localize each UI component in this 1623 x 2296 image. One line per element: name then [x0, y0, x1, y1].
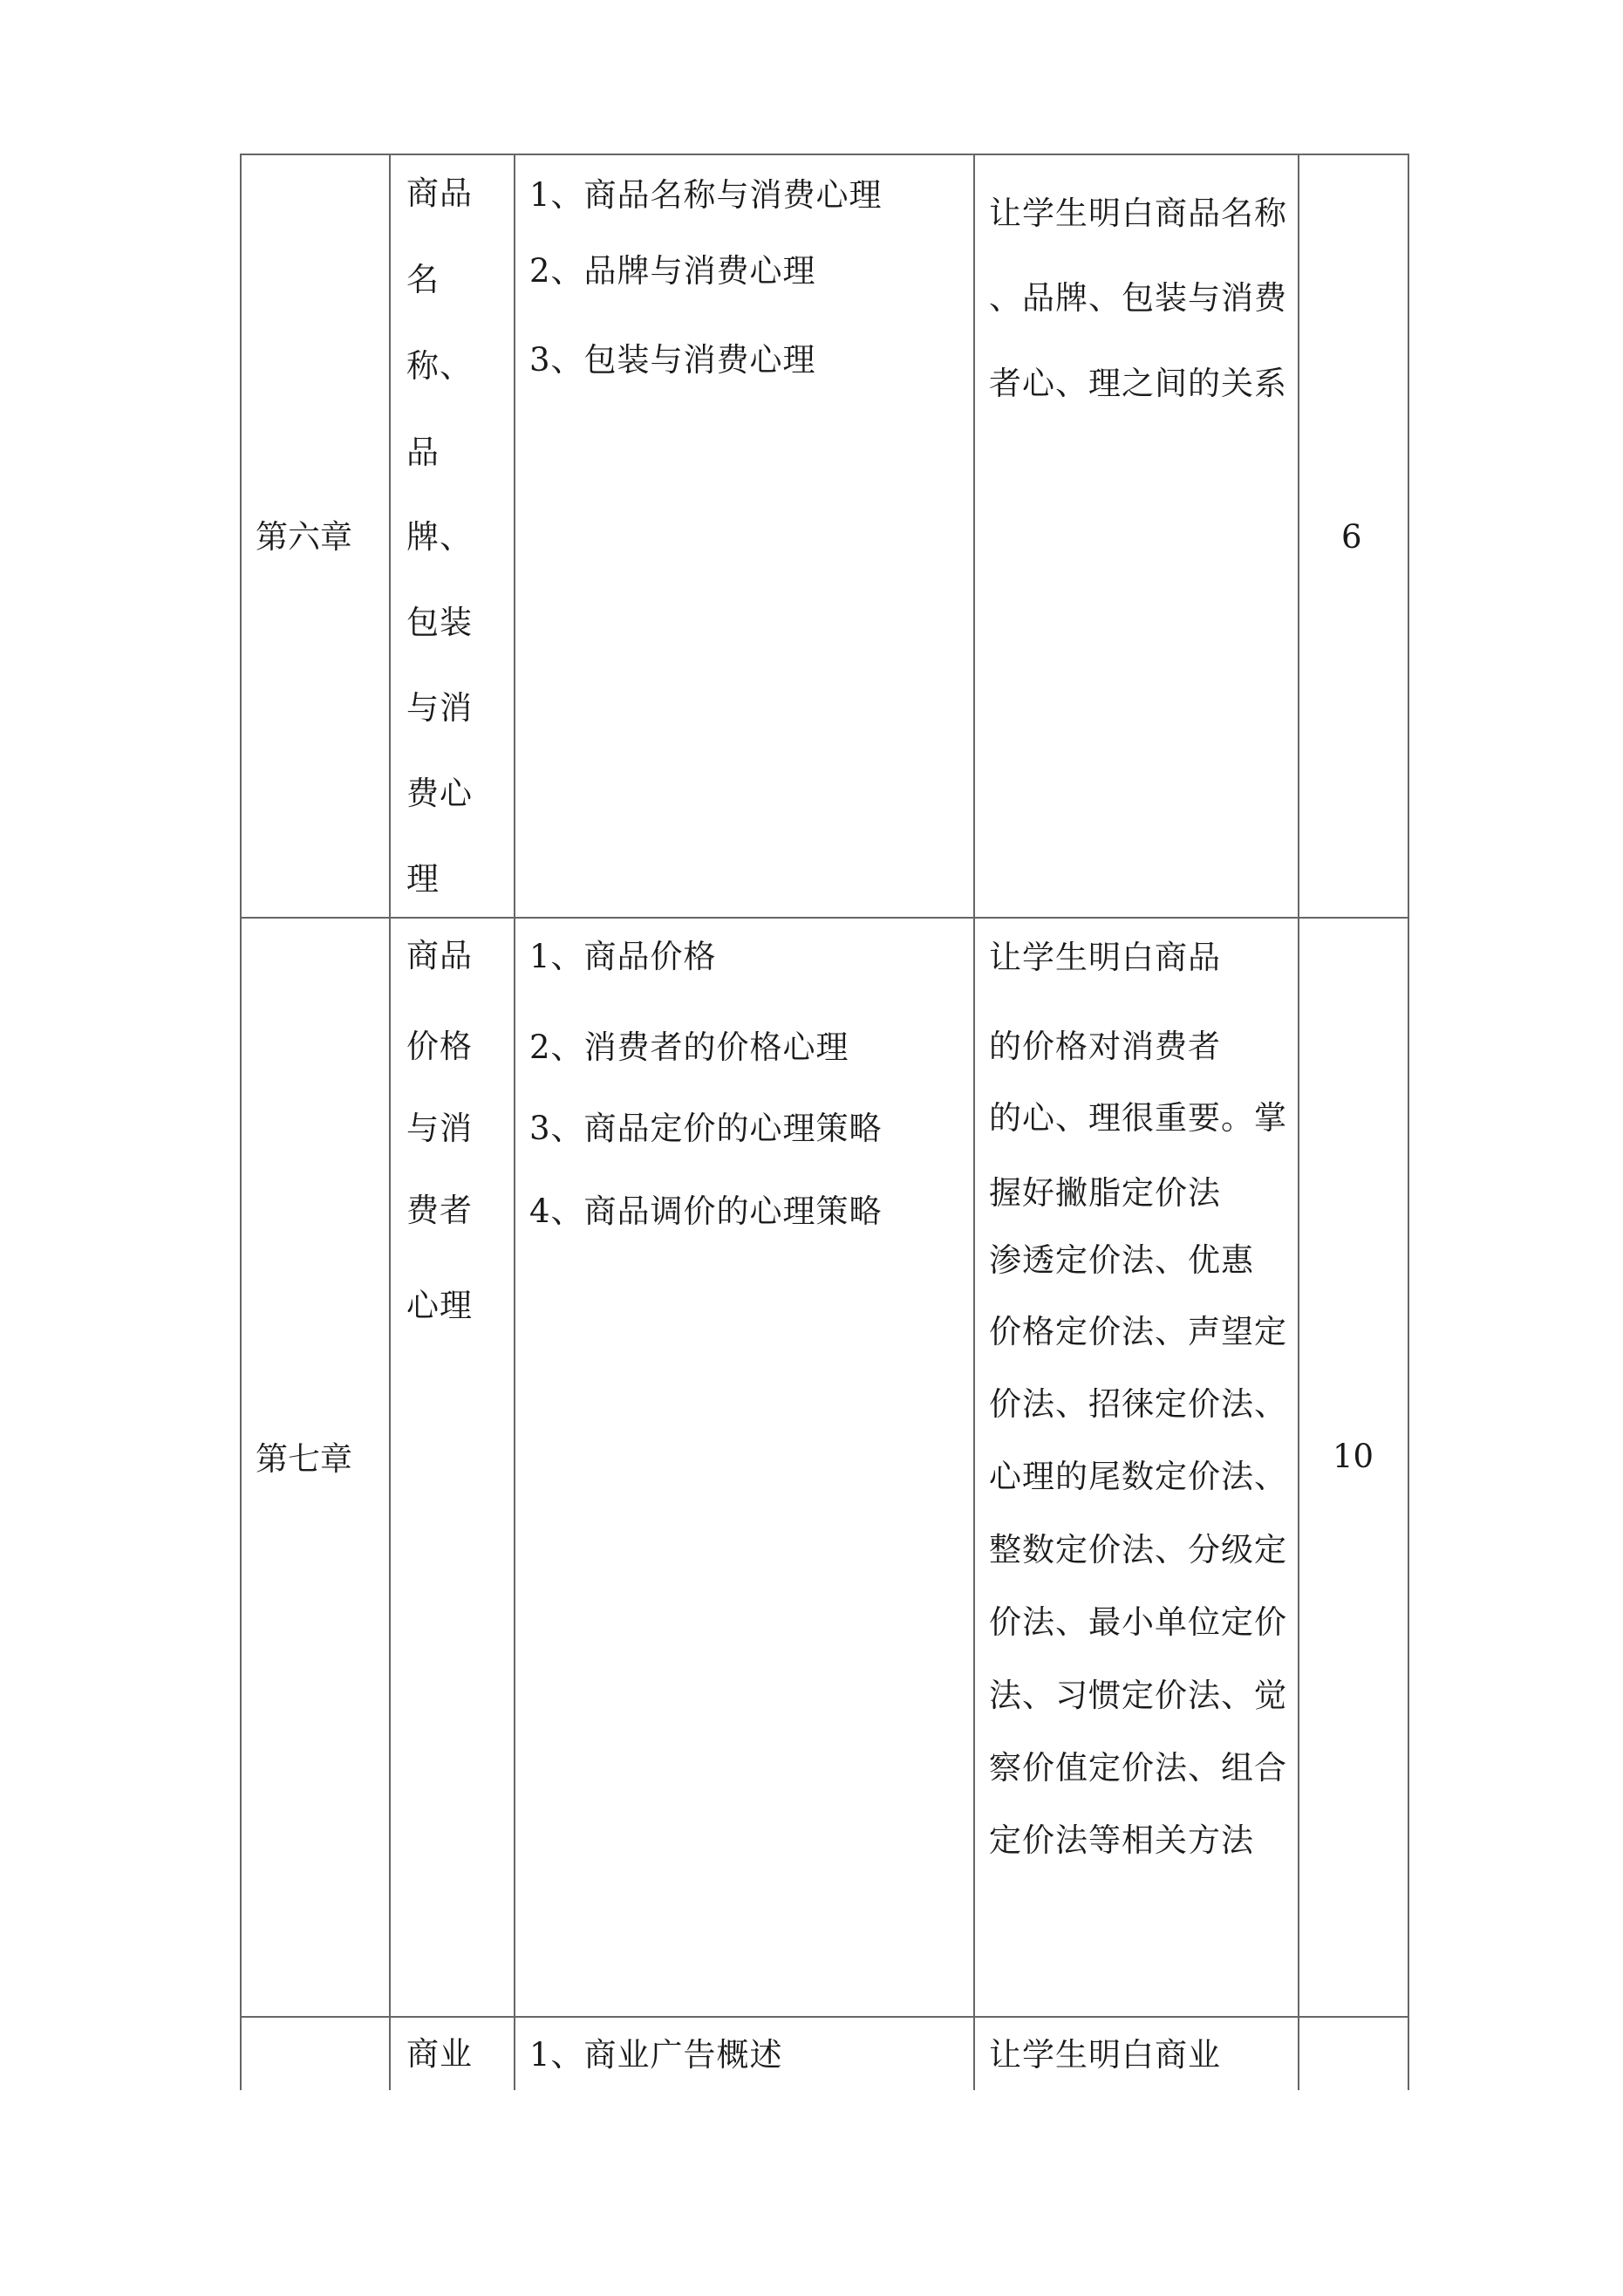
table-border-top — [240, 154, 1409, 155]
table-border-right — [1408, 154, 1409, 2090]
row1-title-line: 与消 — [406, 689, 473, 727]
row3-content-line: 1、商业广告概述 — [529, 2036, 783, 2074]
row1-goal-line: 、品牌、包装与消费 — [989, 279, 1287, 317]
row2-content-line: 4、商品调价的心理策略 — [529, 1192, 883, 1230]
table-divider-title — [514, 154, 515, 2090]
table-divider-chapter — [389, 154, 391, 2090]
row1-title-line: 理 — [406, 860, 440, 898]
row2-goal-line: 定价法等相关方法 — [989, 1821, 1254, 1859]
row3-goal-line: 让学生明白商业 — [989, 2036, 1221, 2074]
row2-chapter: 第七章 — [256, 1440, 352, 1478]
row2-title-line: 与消 — [406, 1110, 473, 1147]
row3-title-line: 商业 — [406, 2035, 473, 2073]
row-divider-1 — [240, 917, 1409, 919]
table-border-left — [240, 154, 242, 2090]
row2-content-line: 3、商品定价的心理策略 — [529, 1110, 883, 1147]
row1-hours: 6 — [1341, 518, 1362, 556]
row2-goal-line: 的心、理很重要。掌 — [989, 1099, 1287, 1137]
row1-content-line: 2、品牌与消费心理 — [529, 252, 816, 290]
row2-goal-line: 整数定价法、分级定 — [989, 1531, 1287, 1568]
row2-goal-clipped-line — [989, 1174, 1294, 1212]
row2-goal-line: 法、习惯定价法、觉 — [989, 1677, 1287, 1714]
row2-hours: 10 — [1333, 1438, 1374, 1475]
row1-title-line: 商品 — [406, 174, 473, 212]
row1-title-line: 品 — [406, 434, 440, 471]
row2-goal-line: 心理的尾数定价法、 — [989, 1458, 1287, 1495]
row2-title-line: 心理 — [406, 1287, 473, 1324]
row2-goal-line: 渗透定价法、优惠 — [989, 1241, 1254, 1279]
row1-chapter: 第六章 — [256, 518, 352, 556]
row1-title-line: 包装 — [406, 604, 473, 641]
table-divider-goal — [1298, 154, 1299, 2090]
table-divider-content — [973, 154, 975, 2090]
row2-goal-line: 价格定价法、声望定 — [989, 1313, 1287, 1350]
row2-title-line: 商品 — [406, 937, 473, 974]
row1-title-line: 名 — [406, 261, 440, 298]
row2-goal-line: 价法、最小单位定价 — [989, 1603, 1287, 1641]
row-divider-2 — [240, 2016, 1409, 2018]
row1-goal-line: 者心、理之间的关系 — [989, 365, 1287, 402]
row1-title-line: 费心 — [406, 775, 473, 812]
row2-goal-line: 察价值定价法、组合 — [989, 1749, 1287, 1787]
row1-title-line: 牌、 — [406, 518, 473, 556]
row2-goal-line: 握好撇脂定价法 — [989, 1174, 1221, 1212]
row2-content-line: 2、消费者的价格心理 — [529, 1028, 849, 1066]
row2-goal-line: 价法、招徕定价法、 — [989, 1385, 1287, 1423]
row1-title-line: 称、 — [406, 347, 473, 385]
row1-content-line: 3、包装与消费心理 — [529, 341, 816, 379]
row2-goal-line: 的价格对消费者 — [989, 1028, 1221, 1065]
row1-goal-line: 让学生明白商品名称 — [989, 195, 1287, 232]
row2-goal-line: 让学生明白商品 — [989, 939, 1221, 976]
row2-title-line: 费者 — [406, 1192, 473, 1229]
row2-content-line: 1、商品价格 — [529, 938, 717, 975]
row2-title-line: 价格 — [406, 1028, 473, 1065]
row1-content-line: 1、商品名称与消费心理 — [529, 176, 883, 214]
